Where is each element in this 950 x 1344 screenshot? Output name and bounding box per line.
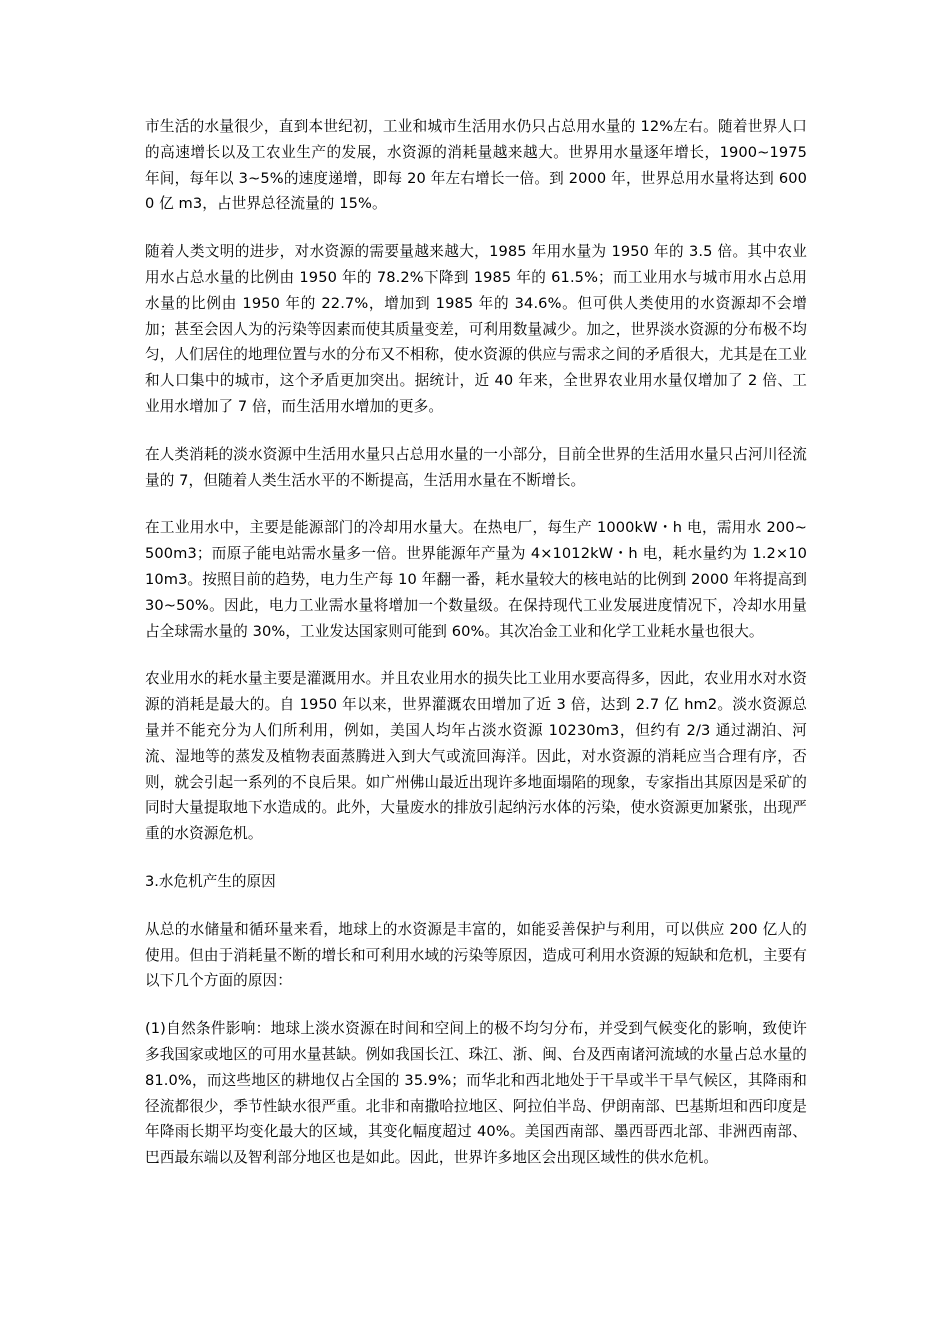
- paragraph-causes-intro: 从总的水储量和循环量来看，地球上的水资源是丰富的，如能妥善保护与利用，可以供应 200 亿人的使用。但由于消耗量不断的增长和可利用水域的污染等原因，造成可利用水资源的短缺和危机，主要有以下几个方面的原因：: [145, 920, 807, 990]
- paragraph-civilization-demand: 随着人类文明的进步，对水资源的需要量越来越大，1985 年用水量为 1950 年的 3.5 倍。其中农业用水占总水量的比例由 1950 年的 78.2%下降到 1985 年的 61.5%；而工业用水与城市用水占总用水量的比例由 1950 年的 22.7%，增加到 1985 年的 34.6%。但可供人类使用的水资源却不会增加；甚至会因人为的污染等因素而使其质量变差，可利用数量减少。加之，世界淡水资源的分布极不均匀，人们居住的地理位置与水的分布又不相称，使水资源的供应与需求之间的矛盾很大，尤其是在工业和人口集中的城市，这个矛盾更加突出。据统计，近 40 年来，全世界农业用水量仅增加了 2 倍、工业用水增加了 7 倍，而生活用水增加的更多。: [145, 243, 807, 415]
- paragraph-domestic-water: 在人类消耗的淡水资源中生活用水量只占总用水量的一小部分，目前全世界的生活用水量只占河川径流量的 7，但随着人类生活水平的不断提高，生活用水量在不断增长。: [145, 445, 807, 489]
- paragraph-urban-water-share: 市生活的水量很少，直到本世纪初，工业和城市生活用水仍只占总用水量的 12%左右。随着世界人口的高速增长以及工农业生产的发展，水资源的消耗量越来越大。世界用水量逐年增长，1900~1975 年间，每年以 3~5%的速度递增，即每 20 年左右增长一倍。到 2000 年，世界总用水量将达到 6000 亿 m3，占世界总径流量的 15%。: [145, 118, 807, 213]
- paragraph-natural-conditions: (1)自然条件影响：地球上淡水资源在时间和空间上的极不均匀分布，并受到气候变化的影响，致使许多我国家或地区的可用水量甚缺。例如我国长江、珠江、浙、闽、台及西南诸河流域的水量占总水量的 81.0%，而这些地区的耕地仅占全国的 35.9%；而华北和西北地处于干旱或半干旱气候区，其降雨和径流都很少，季节性缺水很严重。北非和南撒哈拉地区、阿拉伯半岛、伊朗南部、巴基斯坦和西印度是年降雨长期平均变化最大的区域，其变化幅度超过 40%。美国西南部、墨西哥西北部、非洲西南部、巴西最东端以及智利部分地区也是如此。因此，世界许多地区会出现区域性的供水危机。: [145, 1020, 807, 1167]
- section-heading: 3.水危机产生的原因: [145, 872, 276, 890]
- paragraph-agricultural-water: 农业用水的耗水量主要是灌溉用水。并且农业用水的损失比工业用水要高得多，因此，农业用水对水资源的消耗是最大的。自 1950 年以来，世界灌溉农田增加了近 3 倍，达到 2.7 亿 hm2。淡水资源总量并不能充分为人们所利用，例如，美国人均年占淡水资源 10230m3，但约有 2/3 通过湖泊、河流、湿地等的蒸发及植物表面蒸腾进入到大气或流回海洋。因此，对水资源的消耗应当合理有序，否则，就会引起一系列的不良后果。如广州佛山最近出现许多地面塌陷的现象，专家指出其原因是采矿的同时大量提取地下水造成的。此外，大量废水的排放引起纳污水体的污染，使水资源更加紧张，出现严重的水资源危机。: [145, 670, 807, 843]
- document-page: [145, 114, 807, 1193]
- paragraph-industrial-water: 在工业用水中，主要是能源部门的冷却用水量大。在热电厂，每生产 1000kW・h 电，需用水 200~500m3；而原子能电站需水量多一倍。世界能源年产量为 4×1012kW・h 电，耗水量约为 1.2×1010m3。按照目前的趋势，电力生产每 10 年翻一番，耗水量较大的核电站的比例到 2000 年将提高到 30~50%。因此，电力工业需水量将增加一个数量级。在保持现代工业发展进度情况下，冷却水用量占全球需水量的 30%，工业发达国家则可能到 60%。其次冶金工业和化学工业耗水量也很大。: [145, 519, 807, 640]
